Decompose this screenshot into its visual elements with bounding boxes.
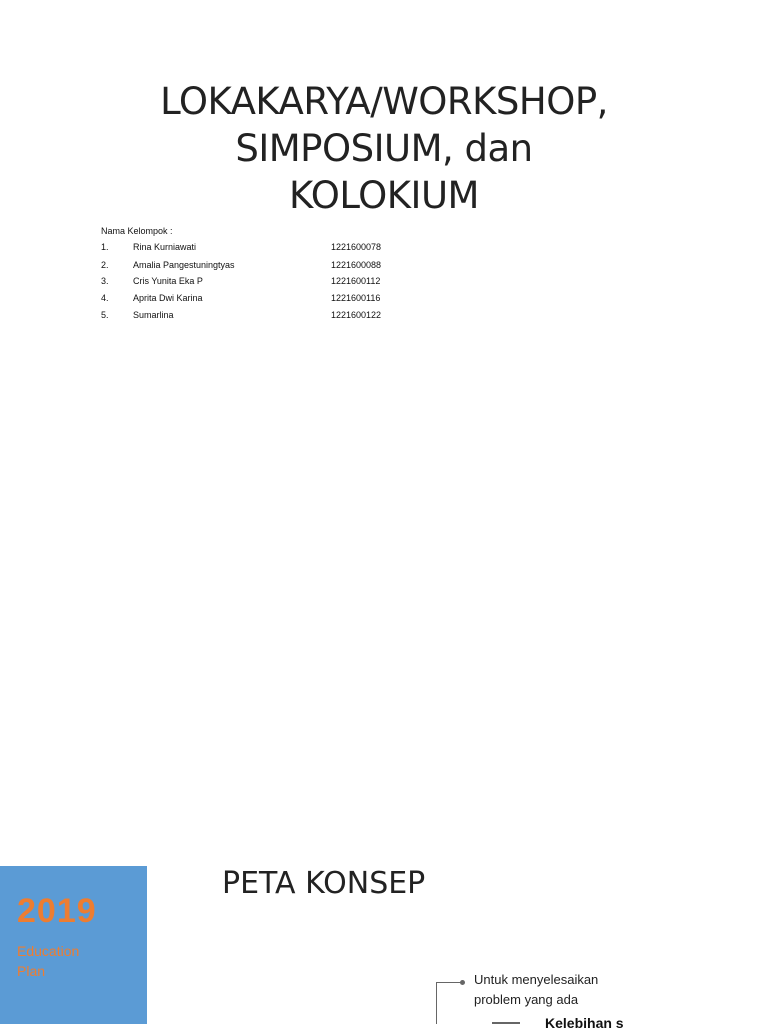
slide-title-heading [0,78,768,219]
member-name: Cris Yunita Eka P [133,276,203,286]
member-nim: 1221600112 [331,276,381,286]
panel-line-1: Education [17,943,80,959]
point-line-1: Untuk menyelesaikan [474,972,599,987]
connector-line [436,982,462,983]
member-number: 1. [101,242,109,252]
kelebihan-label: Kelebihan s [545,1015,624,1031]
slide-peta-konsep [0,866,768,1031]
side-panel [0,866,147,1024]
connector-line [436,982,437,1024]
member-number: 2. [101,260,109,270]
bullet-dot-icon [460,980,465,985]
year-label: 2019 [17,892,97,930]
member-number: 3. [101,276,109,286]
concept-point [474,970,674,1010]
title-line-2: SIMPOSIUM, dan [235,127,533,170]
member-nim: 1221600116 [331,293,381,303]
member-number: 4. [101,293,109,303]
member-nim: 1221600122 [331,310,382,320]
point-line-2: problem yang ada [474,992,579,1007]
member-number: 5. [101,310,109,320]
member-name: Sumarlina [133,310,174,320]
title-line-1: LOKAKARYA/WORKSHOP, [160,80,608,123]
title-line-3: KOLOKIUM [289,174,479,217]
member-nim: 1221600088 [331,260,382,270]
member-name: Rina Kurniawati [133,242,197,252]
panel-text [17,941,137,981]
member-name: Amalia Pangestuningtyas [133,260,235,270]
member-name: Aprita Dwi Karina [133,293,203,303]
member-nim: 1221600078 [331,242,382,252]
group-label: Nama Kelompok : [101,226,173,236]
panel-line-2: Plan [17,963,46,979]
peta-konsep-title: PETA KONSEP [222,866,426,901]
